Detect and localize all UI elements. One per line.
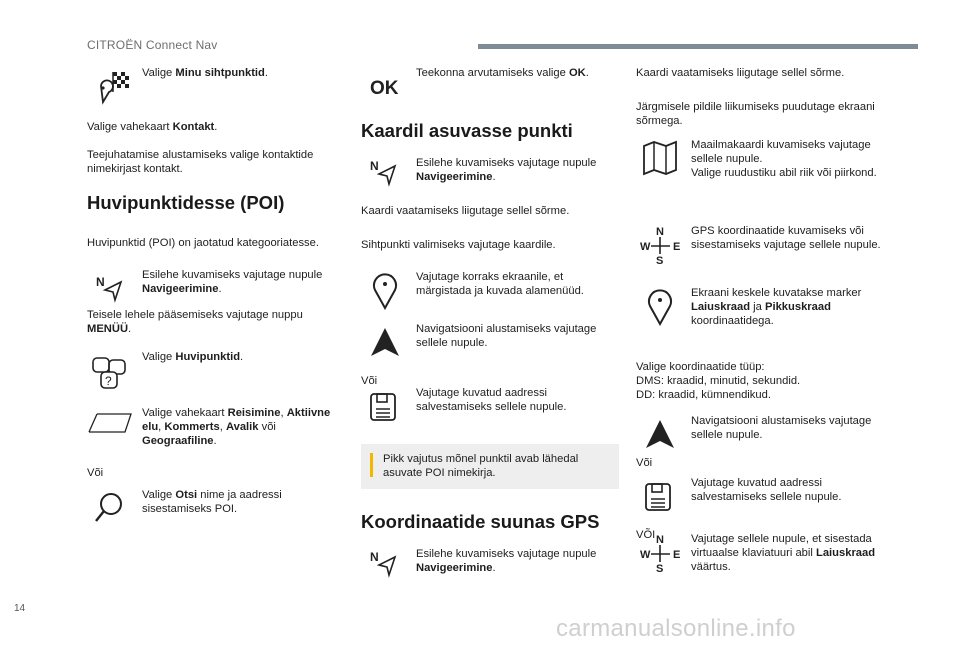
or-text-3: Või (636, 457, 653, 469)
navigation-arrow-icon (87, 268, 135, 308)
tab-selector-icon (87, 406, 135, 446)
map-move-text: Kaardi vaatamiseks liigutage sellel sõrme. (361, 205, 570, 217)
poi-categories-text: Huvipunktid (POI) on jaotatud kategooriatesse. (87, 237, 319, 249)
step-search: Valige Otsi nime ja aadressi sisestamiseks POI. (87, 488, 345, 528)
column-2 (361, 66, 619, 581)
step-world-map: Maailmakaardi kuvamiseks vajutage sellele nupule. Valige ruudustiku abil riik või piirkond. (636, 138, 896, 224)
tip-note: Pikk vajutus mõnel punktil avab lähedal asuvate POI nimekirja. (361, 444, 619, 489)
step-center-marker: Ekraani keskele kuvatakse marker Laiuskraad ja Pikkuskraad koordinaatidega. (636, 286, 896, 342)
save-icon (361, 386, 409, 426)
step-poi-tabs: Valige vahekaart Reisimine, Aktiivne elu, Kommerts, Avalik või Geograafiline. (87, 406, 345, 466)
step-start-navigation-2: Navigatsiooni alustamiseks vajutage sellele nupule. (636, 414, 896, 452)
running-header: CITROËN Connect Nav (87, 38, 218, 52)
ok-icon (361, 66, 409, 106)
step-ok: OK Teekonna arvutamiseks valige OK. (361, 66, 619, 110)
page-number: 14 (14, 603, 26, 614)
svg-text:W: W (640, 549, 651, 561)
svg-text:?: ? (105, 374, 112, 388)
destination-flag-icon (87, 66, 135, 106)
coordinate-type-text: Valige koordinaatide tüüp: DMS: kraadid, minutid, sekundid. DD: kraadid, kümnendikud. (636, 361, 801, 401)
save-icon (636, 476, 684, 516)
svg-text:N: N (370, 550, 379, 564)
step-navigation-home-2: N Esilehe kuvamiseks vajutage nupule Navigeerimine. (361, 156, 619, 190)
world-map-icon (636, 138, 684, 178)
step-gps-coordinates: N S W E GPS koordinaatide kuvamiseks või sisestamiseks vajutage sellele nupule. (636, 224, 896, 286)
or-text-2: Või (361, 375, 378, 387)
step-latitude-keyboard: N S W E Vajutage sellele nupule, et sisestada virtuaalse klaviatuuri abil Laiuskraad väärtus. (636, 532, 896, 580)
svg-text:W: W (640, 241, 651, 253)
svg-text:E: E (673, 549, 681, 561)
menu-text: Teisele lehele pääsemiseks vajutage nuppu MENÜÜ. (87, 309, 303, 335)
map-pin-icon (361, 270, 409, 310)
step-navigation-home-3: N Esilehe kuvamiseks vajutage nupule Navigeerimine. (361, 547, 619, 581)
section-heading-map-point: Kaardil asuvasse punkti (361, 120, 573, 141)
navigation-triangle-icon (636, 414, 684, 454)
step-poi: ? Valige Huvipunktid. (87, 350, 345, 394)
navigation-arrow-icon (361, 156, 409, 196)
header-rule (478, 44, 918, 49)
map-move-text-2: Kaardi vaatamiseks liigutage sellel sõrme. (636, 67, 845, 79)
section-heading-poi: Huvipunktidesse (POI) (87, 192, 285, 213)
column-3 (636, 66, 896, 580)
step-my-destinations: Valige Minu sihtpunktid. (87, 66, 345, 112)
map-pin-icon (636, 286, 684, 326)
next-image-text: Järgmisele pildile liikumiseks puudutage ekraani sõrmega. (636, 101, 875, 127)
svg-text:S: S (656, 255, 664, 264)
compass-icon (636, 224, 684, 264)
watermark: carmanualsonline.info (556, 615, 796, 642)
contact-tab-text: Valige vahekaart Kontakt. (87, 121, 218, 133)
map-select-text: Sihtpunkti valimiseks vajutage kaardile. (361, 239, 556, 251)
svg-text:N: N (656, 534, 664, 546)
column-1 (87, 66, 345, 528)
step-save-address-2: Vajutage kuvatud aadressi salvestamiseks sellele nupule. (636, 476, 896, 518)
or-text: Või (87, 467, 104, 479)
step-save-address: Vajutage kuvatud aadressi salvestamiseks sellele nupule. (361, 386, 619, 426)
step-start-navigation: Navigatsiooni alustamiseks vajutage sellele nupule. (361, 322, 619, 368)
navigation-triangle-icon (361, 322, 409, 362)
step-navigation-home: N Esilehe kuvamiseks vajutage nupule Navigeerimine. (87, 268, 345, 302)
svg-text:N: N (96, 275, 105, 289)
poi-question-icon (87, 350, 135, 390)
section-heading-gps: Koordinaatide suunas GPS (361, 511, 600, 532)
note-accent-bar (370, 453, 373, 477)
svg-text:S: S (656, 563, 664, 572)
navigation-arrow-icon (361, 547, 409, 587)
step-map-marker: Vajutage korraks ekraanile, et märgistada ja kuvada alamenüüd. (361, 270, 619, 322)
svg-text:N: N (370, 159, 379, 173)
or-text-4: VÕI (636, 529, 656, 541)
svg-text:E: E (673, 241, 681, 253)
search-icon (87, 488, 135, 528)
compass-icon (636, 532, 684, 572)
contact-list-text: Teejuhatamise alustamiseks valige kontaktide nimekirjast kontakt. (87, 149, 314, 175)
svg-text:N: N (656, 226, 664, 238)
svg-text:OK: OK (370, 78, 399, 99)
